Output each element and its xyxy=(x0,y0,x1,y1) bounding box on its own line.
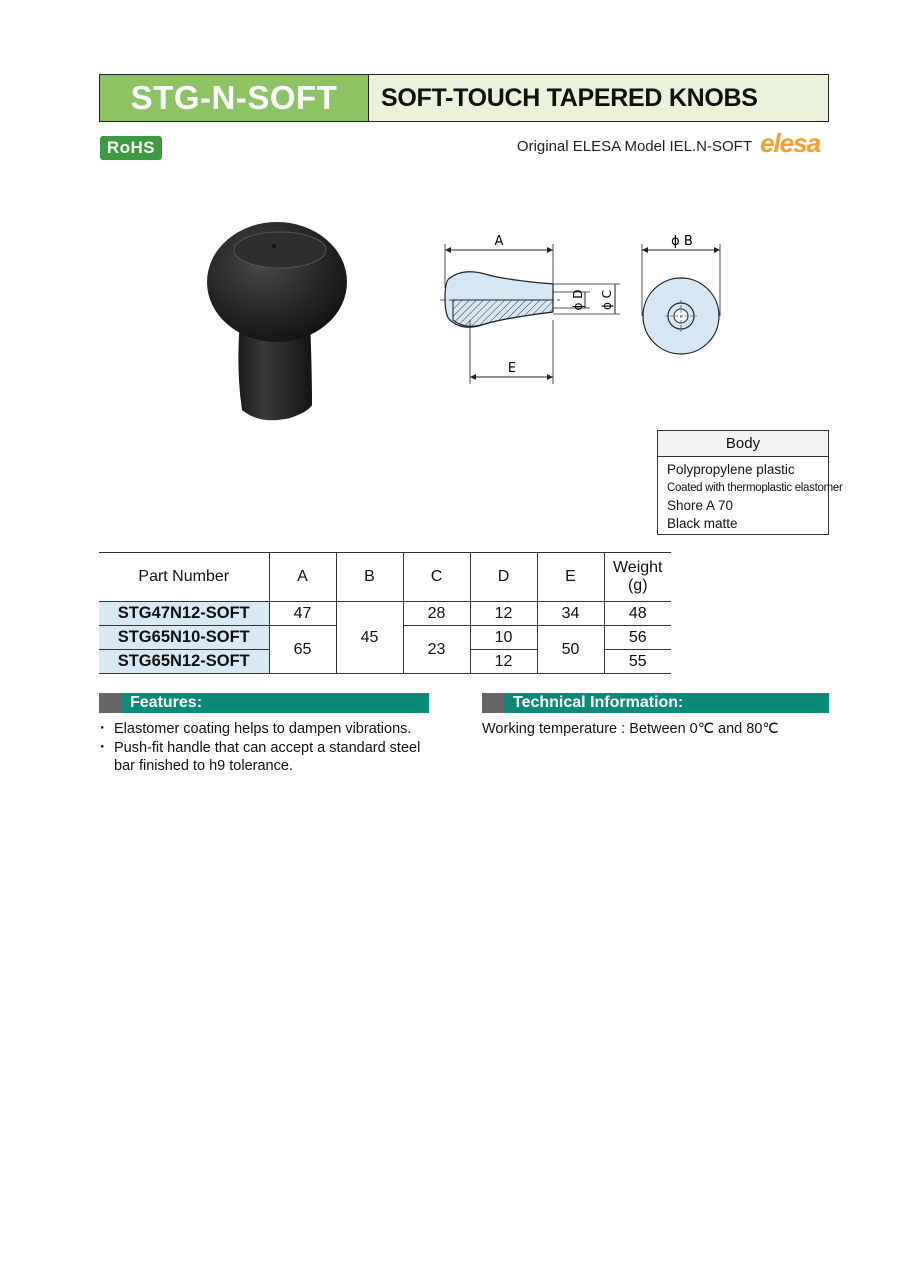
part-number: STG47N12-SOFT xyxy=(99,602,269,626)
body-spec-line: Polypropylene plastic xyxy=(667,462,795,477)
technical-text: Working temperature : Between 0℃ and 80℃ xyxy=(482,721,779,737)
cell-a: 65 xyxy=(269,626,336,674)
cell-a: 47 xyxy=(269,602,336,626)
rohs-badge: RoHS xyxy=(100,136,162,160)
table-row xyxy=(99,602,671,626)
cell-d: 10 xyxy=(470,626,537,650)
cell-d: 12 xyxy=(470,602,537,626)
cell-c: 23 xyxy=(403,626,470,674)
origin-text: Original ELESA Model IEL.N-SOFT xyxy=(516,138,752,155)
col-header-a: A xyxy=(269,553,336,602)
part-number: STG65N10-SOFT xyxy=(99,626,269,650)
body-spec-header: Body xyxy=(658,431,828,457)
dim-a-label: A xyxy=(494,234,504,249)
features-title: Features: xyxy=(130,694,203,711)
dimension-table xyxy=(99,552,671,674)
cell-weight: 55 xyxy=(604,650,671,674)
col-header-d: D xyxy=(470,553,537,602)
body-spec-line: Black matte xyxy=(667,516,738,531)
side-view-drawing xyxy=(435,228,635,388)
part-number: STG65N12-SOFT xyxy=(99,650,269,674)
col-header-weight: Weight (g) xyxy=(604,553,671,602)
col-header-c: C xyxy=(403,553,470,602)
body-spec-table xyxy=(657,430,843,535)
features-section xyxy=(99,693,429,776)
col-header-e: E xyxy=(537,553,604,602)
end-view-drawing xyxy=(630,228,730,358)
technical-section xyxy=(482,693,829,739)
dim-e-label: E xyxy=(507,361,517,376)
section-marker xyxy=(99,693,121,713)
feature-item: ・ Push-fit handle that can accept a standard steel bar finished to h9 tolerance. xyxy=(99,739,429,776)
product-code: STG-N-SOFT xyxy=(100,75,369,121)
features-heading xyxy=(99,693,429,713)
cell-d: 12 xyxy=(470,650,537,674)
title-bar xyxy=(99,74,829,122)
product-title: SOFT-TOUCH TAPERED KNOBS xyxy=(381,83,758,112)
cell-e: 50 xyxy=(537,626,604,674)
technical-heading xyxy=(482,693,829,713)
body-spec-line: Shore A 70 xyxy=(667,498,734,513)
col-header-part: Part Number xyxy=(99,553,269,602)
dim-b-label: ϕ B xyxy=(671,234,693,249)
dim-d-label: ϕ D xyxy=(571,289,585,311)
col-header-b: B xyxy=(336,553,403,602)
feature-item: ・ Elastomer coating helps to dampen vibrations. xyxy=(99,720,429,739)
cell-weight: 48 xyxy=(604,602,671,626)
cell-c: 28 xyxy=(403,602,470,626)
dim-c-label: ϕ C xyxy=(600,289,614,311)
body-spec-line: Coated with thermoplastic elastomer xyxy=(667,482,843,494)
section-marker xyxy=(482,693,504,713)
cell-weight: 56 xyxy=(604,626,671,650)
cell-e: 34 xyxy=(537,602,604,626)
technical-title: Technical Information: xyxy=(513,694,684,711)
cell-b: 45 xyxy=(336,602,403,674)
features-list xyxy=(99,720,429,776)
elesa-logo: elesa xyxy=(760,128,821,158)
knob-photo xyxy=(200,220,360,425)
